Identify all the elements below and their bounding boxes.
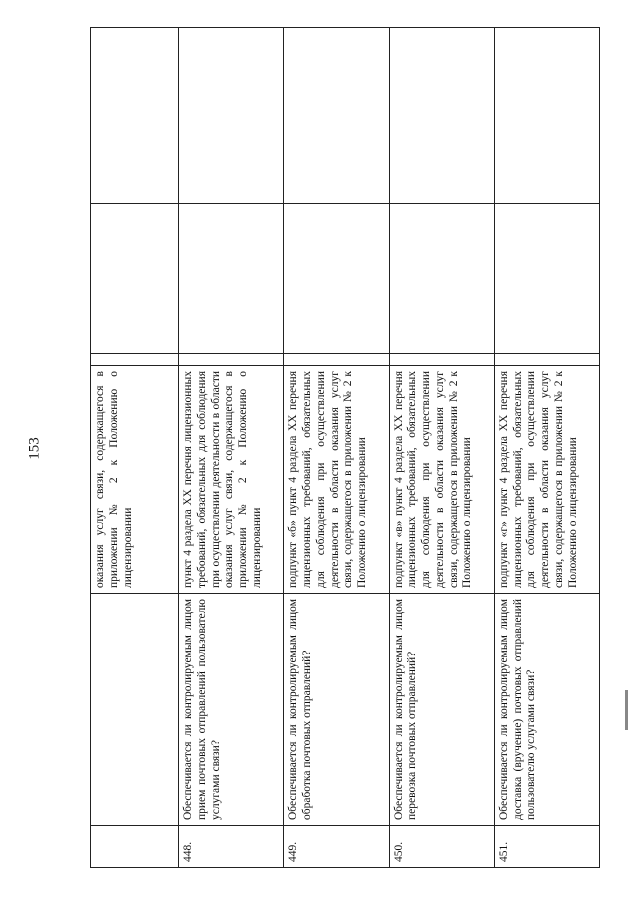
cell-question: Обеспечивается ли контролируемым лицом обработка почтовых отправлений? [284,594,389,826]
cell-empty [389,204,494,354]
table-row [389,28,494,868]
cell-question [91,594,179,826]
cell-empty [284,28,389,204]
cell-requirement: подпункт «г» пункт 4 раздела XX перечня лицензионных требований, обязательных для соблюдения при осуществлении деятельности в области оказания услуг связи, содержащегося в приложении № 2 к Положению о лицензировании [494,366,599,594]
cell-empty [179,28,284,204]
cell-number: 451. [494,826,599,868]
cell-empty [91,28,179,204]
cell-requirement: оказания услуг связи, содержащегося в приложении № 2 к Положению о лицензировании [91,366,179,594]
cell-requirement: пункт 4 раздела XX перечня лицензионных требований, обязательных для соблюдения при осуществлении деятельности в области оказания услуг связи, содержащегося в приложении № 2 к Положению о лицензировании [179,366,284,594]
table-row [179,28,284,868]
cell-question: Обеспечивается ли контролируемым лицом прием почтовых отправлений пользователю услугами связи? [179,594,284,826]
cell-empty [389,28,494,204]
cell-empty [179,354,284,366]
page-number: 153 [26,437,43,460]
cell-empty [389,354,494,366]
table-row [284,28,389,868]
cell-empty [284,354,389,366]
cell-empty [494,204,599,354]
cell-empty [91,204,179,354]
cell-empty [494,28,599,204]
cell-empty [179,204,284,354]
cell-requirement: подпункт «б» пункт 4 раздела XX перечня лицензионных требований, обязательных для соблюдения при осуществлении деятельности в области оказания услуг связи, содержащегося в приложении № 2 к Положению о лицензировании [284,366,389,594]
cell-empty [494,354,599,366]
requirements-table [90,27,600,868]
table-row-continuation [91,28,179,868]
rotated-table-container [90,28,600,868]
cell-empty [284,204,389,354]
cell-empty [91,354,179,366]
cell-number [91,826,179,868]
cell-requirement: подпункт «в» пункт 4 раздела XX перечня лицензионных требований, обязательных для соблюдения при осуществлении деятельности в области оказания услуг связи, содержащегося в приложении № 2 к Положению о лицензировании [389,366,494,594]
cell-number: 449. [284,826,389,868]
margin-mark [625,690,628,730]
cell-question: Обеспечивается ли контролируемым лицом перевозка почтовых отправлений? [389,594,494,826]
cell-question: Обеспечивается ли контролируемым лицом доставка (вручение) почтовых отправлений пользователю услугами связи? [494,594,599,826]
cell-number: 448. [179,826,284,868]
cell-number: 450. [389,826,494,868]
table-row [494,28,599,868]
